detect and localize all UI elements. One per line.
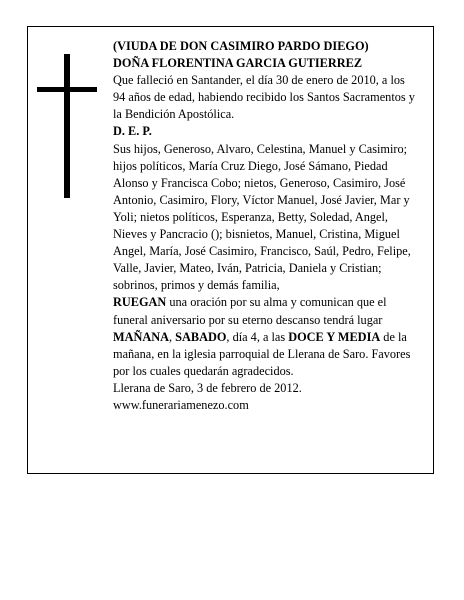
sabado-label: SABADO bbox=[175, 329, 227, 344]
obituary-text bbox=[113, 38, 419, 414]
widow-line: (VIUDA DE DON CASIMIRO PARDO DIEGO) bbox=[113, 39, 369, 53]
place-date: Llerana de Saro, 3 de febrero de 2012. bbox=[113, 380, 302, 395]
website-link[interactable]: www.funerariamenezo.com bbox=[113, 397, 249, 412]
cross-vertical-bar bbox=[64, 54, 70, 198]
manana-label: MAÑANA bbox=[113, 329, 170, 344]
request-text-1: una oración por su alma y comunican que el funeral aniversario por su eterno descanso tendrá lugar bbox=[113, 295, 387, 327]
cross-horizontal-bar bbox=[37, 87, 97, 92]
request-text-3: de la mañana, en la iglesia parroquial de Llerana de Saro. Favores por los cuales quedarán agradecidos. bbox=[113, 329, 411, 378]
death-info: Que falleció en Santander, el día 30 de enero de 2010, a los 94 años de edad, habiendo recibido los Santos Sacramentos y la Bendición Apostólica. bbox=[113, 73, 415, 122]
family-list: Sus hijos, Generoso, Alvaro, Celestina, Manuel y Casimiro; hijos políticos, María Cruz Diego, José Sámano, Piedad Alonso y Francisca Cobo; nietos, Generoso, Casimiro, José Antonio, Casimiro, Flory, Víctor Manuel, José Javier, Mar y Yoli; nietos políticos, Esperanza, Betty, Soledad, Angel, Nieves y Pancracio (); bisnietos, Manuel, Cristina, Miguel Angel, María, José Casimiro, Francisco, Saúl, Pedro, Felipe, Valle, Javier, Mateo, Iván, Patricia, Daniela y Cristian; sobrinos, primos y demás familia, bbox=[113, 141, 411, 293]
request-comma: , bbox=[169, 329, 176, 344]
funeral-request bbox=[113, 294, 419, 379]
time-label: DOCE Y MEDIA bbox=[288, 329, 381, 344]
ruegan-label: RUEGAN bbox=[113, 295, 167, 310]
dep-label: D. E. P. bbox=[113, 124, 152, 139]
deceased-name: DOÑA FLORENTINA GARCIA GUTIERREZ bbox=[113, 56, 363, 71]
request-text-2: , día 4, a las bbox=[226, 329, 289, 344]
